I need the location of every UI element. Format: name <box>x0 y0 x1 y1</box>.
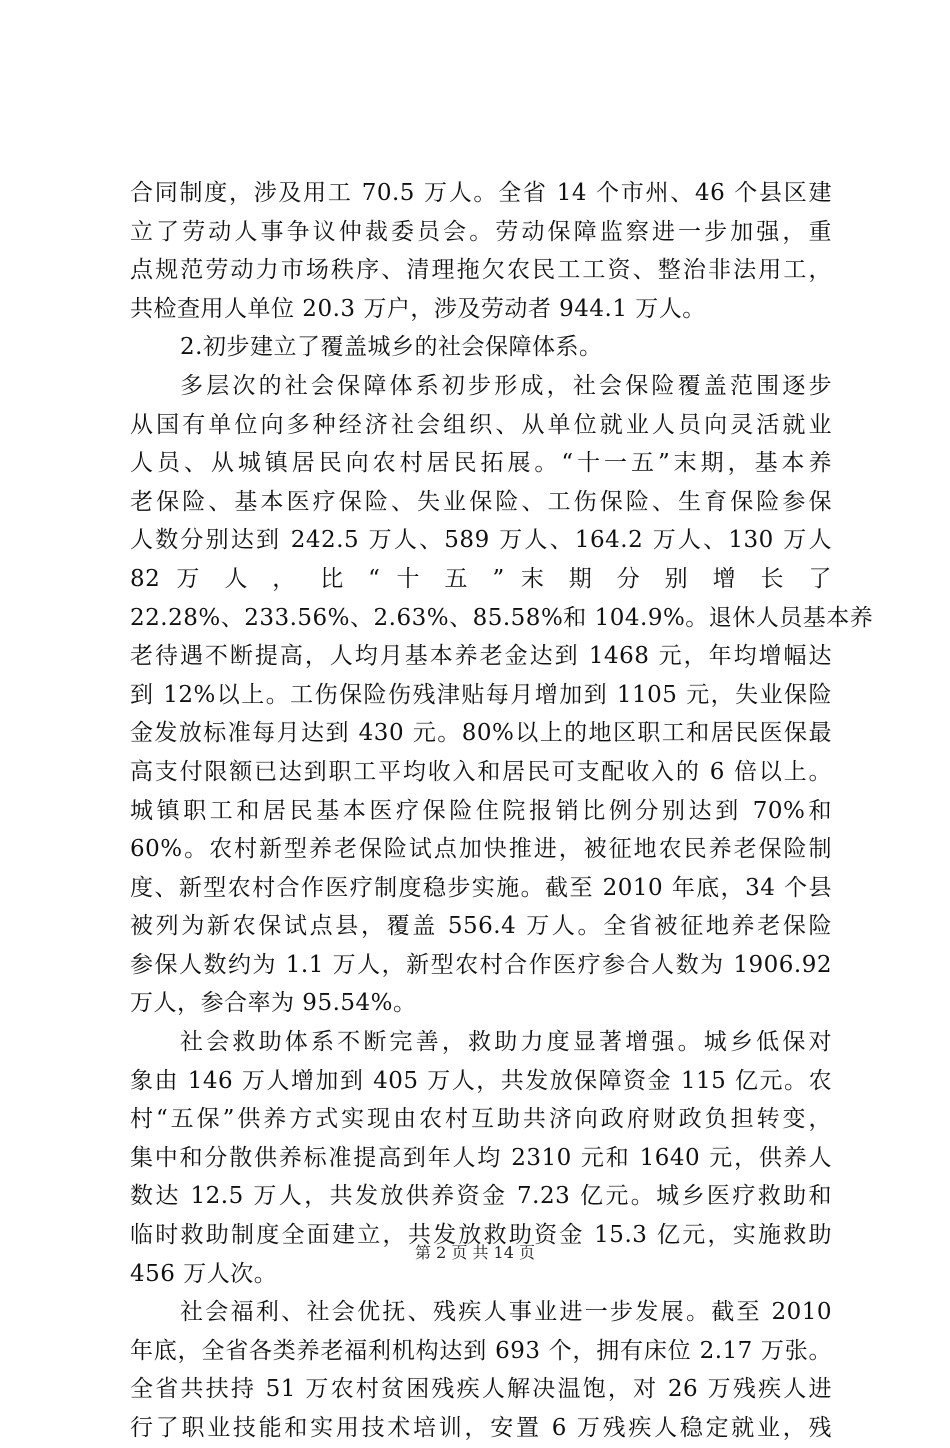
text-line: 点规范劳动力市场秩序、清理拖欠农民工工资、整治非法用工， <box>130 257 832 284</box>
text-line: 合同制度，涉及用工 70.5 万人。全省 14 个市州、46 个县区建 <box>130 180 832 206</box>
text-line: 老待遇不断提高，人均月基本养老金达到 1468 元，年均增幅达 <box>130 643 832 670</box>
text-line: 年底，全省各类养老福利机构达到 693 个，拥有床位 2.17 万张。 <box>130 1337 832 1364</box>
text-line: 多层次的社会保障体系初步形成，社会保险覆盖范围逐步 <box>180 372 832 399</box>
text-line: 行了职业技能和实用技术培训，安置 6 万残疾人稳定就业，残 <box>130 1415 832 1441</box>
text-line: 社会福利、社会优抚、残疾人事业进一步发展。截至 2010 <box>180 1299 832 1326</box>
text-line: 临时救助制度全面建立，共发放救助资金 15.3 亿元，实施救助 <box>130 1222 832 1249</box>
text-line: 度、新型农村合作医疗制度稳步实施。截至 2010 年底，34 个县 <box>130 874 832 901</box>
text-line: 社会救助体系不断完善，救助力度显著增强。城乡低保对 <box>180 1029 832 1056</box>
text-line: 老保险、基本医疗保险、失业保险、工伤保险、生育保险参保 <box>130 488 832 515</box>
text-line: 82 万 人 ， 比 “ 十 五 ” 末 期 分 别 增 长 了 <box>130 565 832 592</box>
text-line: 村“五保”供养方式实现由农村互助共济向政府财政负担转变， <box>130 1106 832 1133</box>
text-line: 2.初步建立了覆盖城乡的社会保障体系。 <box>180 334 603 361</box>
text-line: 象由 146 万人增加到 405 万人，共发放保障资金 115 亿元。农 <box>130 1067 832 1094</box>
text-line: 60%。农村新型养老保险试点加快推进，被征地农民养老保险制 <box>130 836 832 863</box>
text-line: 人数分别达到 242.5 万人、589 万人、164.2 万人、130 万人 <box>130 527 832 554</box>
page-footer: 第 2 页 共 14 页 <box>415 1243 535 1262</box>
text-line: 参保人数约为 1.1 万人，新型农村合作医疗参合人数为 1906.92 <box>130 951 832 978</box>
text-line: 被列为新农保试点县，覆盖 556.4 万人。全省被征地养老保险 <box>130 913 832 940</box>
text-line: 全省共扶持 51 万农村贫困残疾人解决温饱，对 26 万残疾人进 <box>130 1376 832 1403</box>
text-line: 集中和分散供养标准提高到年人均 2310 元和 1640 元，供养人 <box>130 1144 832 1171</box>
text-line: 到 12%以上。工伤保险伤残津贴每月增加到 1105 元，失业保险 <box>130 681 832 708</box>
text-line: 从国有单位向多种经济社会组织、从单位就业人员向灵活就业 <box>130 411 832 438</box>
text-line: 高支付限额已达到职工平均收入和居民可支配收入的 6 倍以上。 <box>130 758 832 785</box>
text-line: 数达 12.5 万人，共发放供养资金 7.23 亿元。城乡医疗救助和 <box>130 1183 832 1210</box>
text-line: 人员、从城镇居民向农村居民拓展。“十一五”末期，基本养 <box>130 450 832 477</box>
text-line: 金发放标准每月达到 430 元。80%以上的地区职工和居民医保最 <box>130 720 832 747</box>
text-line: 22.28%、233.56%、2.63%、85.58%和 104.9%。退休人员基本养 <box>130 604 874 631</box>
text-line: 万人，参合率为 95.54%。 <box>130 990 417 1017</box>
text-line: 456 万人次。 <box>130 1260 278 1287</box>
text-line: 城镇职工和居民基本医疗保险住院报销比例分别达到 70%和 <box>130 797 832 824</box>
text-line: 立了劳动人事争议仲裁委员会。劳动保障监察进一步加强，重 <box>130 218 832 245</box>
text-line: 共检查用人单位 20.3 万户，涉及劳动者 944.1 万人。 <box>130 295 706 322</box>
